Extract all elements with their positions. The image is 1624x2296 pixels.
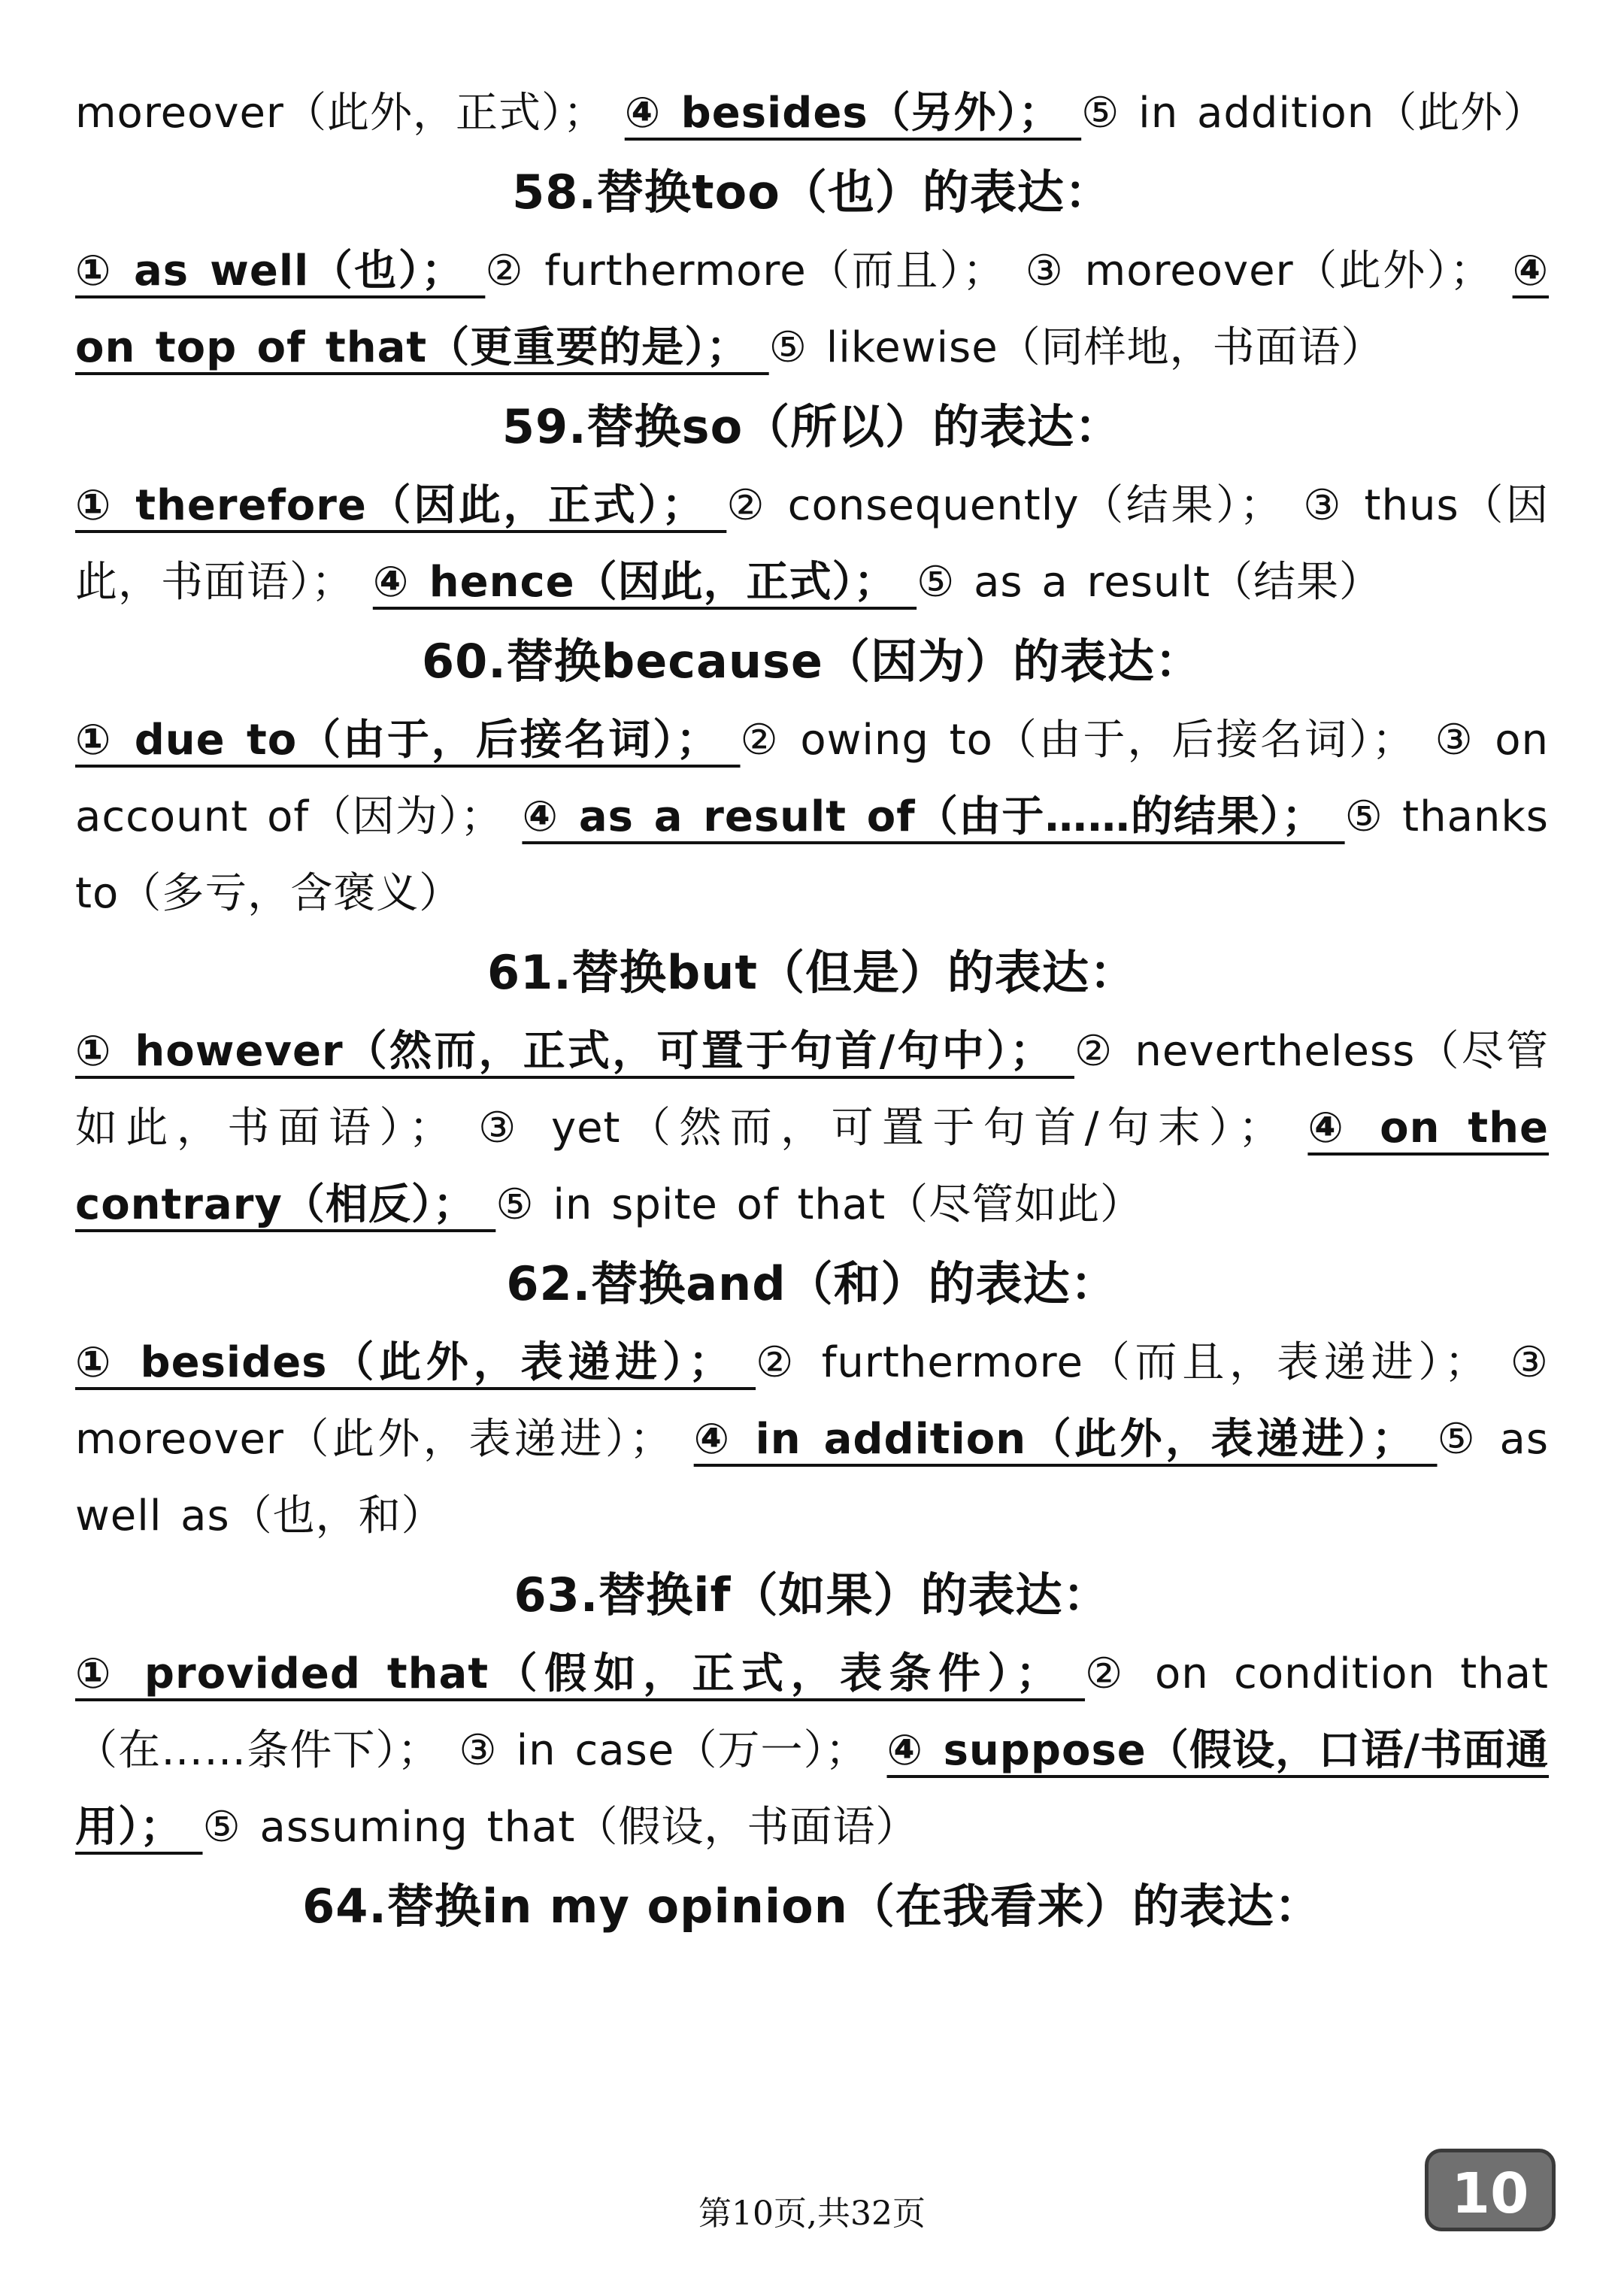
highlighted-phrase: ① however（然而，正式，可置于句首/句中）；: [75, 1027, 1074, 1076]
document-body: [75, 75, 1549, 1947]
plain-text: ② furthermore（而且，表递进）； ③ moreover（此外，表递进）；: [75, 1338, 1549, 1464]
highlighted-phrase: ① therefore（因此，正式）；: [75, 481, 727, 530]
plain-text: ② furthermore（而且）； ③ moreover（此外）；: [485, 247, 1513, 295]
section-heading: 62.替换and（和）的表达：: [506, 1256, 1118, 1311]
plain-text: ② owing to（由于，后接名词）； ③ on account of（因为）；: [75, 716, 1549, 841]
highlighted-phrase: ④ on the contrary（相反）；: [75, 1104, 1549, 1229]
plain-text: ⑤ in spite of that（尽管如此）: [495, 1180, 1144, 1229]
highlighted-phrase: ① provided that（假如，正式，表条件）；: [75, 1649, 1086, 1698]
plain-text: ⑤ assuming that（假设，书面语）: [202, 1803, 919, 1852]
plain-text: ② nevertheless（尽管如此，书面语）； ③ yet（然而，可置于句首/句末）；: [75, 1027, 1549, 1153]
plain-text: ② consequently（结果）； ③ thus（因此，书面语）；: [75, 481, 1549, 607]
plain-text: moreover（此外，正式）；: [75, 89, 625, 138]
highlighted-phrase: ④ besides（另外）；: [624, 89, 1082, 138]
highlighted-phrase: ① besides（此外，表递进）；: [75, 1338, 756, 1387]
section-heading: 59.替换so（所以）的表达：: [501, 399, 1123, 454]
paragraph: [75, 75, 1549, 152]
page-footer: 第10页,共32页: [698, 2195, 926, 2233]
plain-text: ⑤ likewise（同样地，书面语）: [768, 323, 1384, 372]
plain-text: ⑤ as a result（结果）: [917, 558, 1382, 607]
plain-text: ⑤ as well as（也，和）: [75, 1415, 1549, 1540]
section-heading: 64.替换in my opinion（在我看来）的表达：: [302, 1879, 1322, 1934]
section-heading: 61.替换but（但是）的表达：: [487, 945, 1137, 1000]
highlighted-phrase: ④ on top of that（更重要的是）；: [75, 247, 1549, 372]
highlighted-phrase: ④ in addition（此外，表递进）；: [693, 1415, 1438, 1464]
plain-text: ⑤ in addition（此外）: [1081, 89, 1547, 138]
section-heading: 60.替换because（因为）的表达：: [422, 634, 1202, 689]
paragraph: [75, 233, 1549, 386]
section-heading: 58.替换too（也）的表达：: [512, 165, 1112, 220]
highlighted-phrase: ④ suppose（假设，口语/书面通用）；: [75, 1726, 1549, 1852]
plain-text: ② on condition that（在……条件下）； ③ in case（万一）；: [75, 1649, 1550, 1775]
paragraph: [75, 702, 1549, 932]
highlighted-phrase: ④ as a result of（由于……的结果）；: [522, 792, 1345, 841]
paragraph: [75, 1636, 1549, 1866]
highlighted-phrase: ① as well（也）；: [75, 247, 486, 295]
highlighted-phrase: ① due to（由于，后接名词）；: [75, 716, 741, 765]
plain-text: ⑤ thanks to（多亏，含褒义）: [75, 792, 1549, 918]
paragraph: [75, 468, 1549, 621]
page-number-badge: 10: [1425, 2149, 1556, 2231]
highlighted-phrase: ④ hence（因此，正式）；: [372, 558, 917, 607]
paragraph: [75, 1325, 1549, 1555]
section-heading: 63.替换if（如果）的表达：: [514, 1568, 1110, 1622]
paragraph: [75, 1013, 1549, 1243]
